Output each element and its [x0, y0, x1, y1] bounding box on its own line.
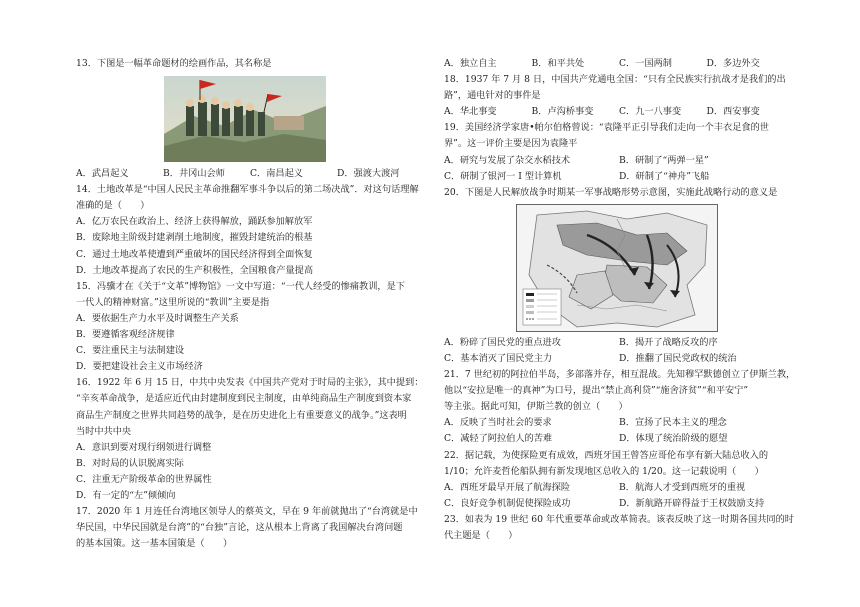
q16-stem-line: 当时中共中央 — [76, 425, 132, 437]
q13-option-a[interactable]: A．武昌起义 — [76, 168, 129, 180]
q22-options-row — [444, 496, 794, 512]
q20-options-row — [444, 335, 794, 351]
q17-option-b[interactable]: B．和平共处 — [531, 58, 585, 69]
q22-stem-line: 22．据记载，为使探险更有成效，西班牙国王曾答应哥伦布享有新大陆总收入的 — [444, 449, 769, 461]
q19-stem-line: 界”。这一评价主要是因为袁隆平 — [444, 138, 578, 150]
q15-option-b[interactable]: B．要遵循客观经济规律 — [76, 329, 175, 341]
q23-stem-line: 23．如表为 19 世纪 60 年代重要革命或改革简表。该表反映了这一时期各国共同的时 — [444, 513, 794, 525]
right-column — [444, 56, 794, 544]
q19-options-row — [444, 153, 794, 169]
q20-stem: 20．下图是人民解放战争时期某一军事战略形势示意图，实施此战略行动的意义是 — [444, 186, 778, 198]
q19-option-d[interactable]: D．研制了“神舟”飞船 — [619, 170, 710, 182]
q20-option-d[interactable]: D．推翻了国民党政权的统治 — [619, 352, 737, 364]
q15-option-a[interactable]: A．要依据生产力水平及时调整生产关系 — [76, 312, 239, 324]
q13-options — [76, 166, 424, 182]
q16-stem-line: “辛亥革命战争，是适应近代由封建制度到民主制度，由单纯商品生产制度到资本家 — [76, 393, 412, 405]
q13-option-c[interactable]: C．南昌起义 — [250, 168, 303, 180]
q20-option-a[interactable]: A．粉碎了国民党的重点进攻 — [444, 336, 561, 348]
q17-stem-line: 17．2020 年 1 月连任台湾地区领导人的蔡英文，早在 9 年前就抛出了“台湾就是中 — [76, 506, 418, 518]
q22-options-row — [444, 480, 794, 496]
q18-stem-line: 18．1937 年 7 月 8 日，中国共产党通电全国：“只有全民族实行抗战才是我们的出 — [444, 74, 786, 86]
q19-stem-line: 19．美国经济学家唐•帕尔伯格曾说：“袁隆平正引导我们走向一个丰衣足食的世 — [444, 122, 769, 134]
q13-stem: 13．下图是一幅革命题材的绘画作品，其名称是 — [76, 58, 272, 69]
q22-option-d[interactable]: D．新航路开辟得益于王权鼓励支持 — [619, 497, 765, 509]
q15-option-c[interactable]: C．要注重民主与法制建设 — [76, 345, 185, 357]
q21-stem-line: 等主张。据此可知，伊斯兰教的创立（ ） — [444, 401, 628, 413]
q17-option-c[interactable]: C．一国两制 — [619, 58, 672, 69]
q17-stem-line: 华民国，中华民国就是台湾”的“台独”言论，这从根本上背离了我国解决台湾问题 — [76, 522, 403, 534]
q18-option-b[interactable]: B．卢沟桥事变 — [531, 106, 594, 118]
q20-option-c[interactable]: C．基本消灭了国民党主力 — [444, 352, 553, 364]
q14-option-a[interactable]: A．亿万农民在政治上、经济上获得解放，踊跃参加解放军 — [76, 216, 313, 228]
q17-stem-line: 的基本国策。这一基本国策是（ ） — [76, 538, 233, 550]
q20-options-row — [444, 351, 794, 367]
q22-option-c[interactable]: C．良好竞争机制促使探险成功 — [444, 497, 571, 509]
q17-option-a[interactable]: A．独立自主 — [444, 58, 497, 69]
q21-option-d[interactable]: D．体现了统治阶级的愿望 — [619, 433, 728, 445]
q13-painting-image — [164, 76, 326, 162]
q17-options — [444, 56, 794, 72]
q13-option-d[interactable]: D．强渡大渡河 — [337, 168, 400, 180]
q16-stem-line: 商品生产制度之世界共同趋势的战争，是在历史进化上有重要意义的战争。”这表明 — [76, 409, 407, 421]
q20-option-b[interactable]: B．揭开了战略反攻的序 — [619, 336, 718, 348]
q16-option-a[interactable]: A．意识到要对现行纲领进行调整 — [76, 441, 212, 453]
q23-stem-line: 代主题是（ ） — [444, 529, 518, 541]
left-column — [76, 56, 424, 552]
q17-option-d[interactable]: D．多边外交 — [706, 58, 760, 69]
q19-option-a[interactable]: A．研究与发展了杂交水稻技术 — [444, 154, 571, 166]
map-icon — [517, 205, 717, 331]
q21-option-b[interactable]: B．宣扬了民本主义的理念 — [619, 417, 727, 429]
q14-stem-line: 14．土地改革是“中国人民民主革命推翻军事斗争以后的第二场决战”．对这句话理解 — [76, 184, 419, 196]
q21-stem-line: 21．7 世纪初的阿拉伯半岛，多部落并存，相互混战。先知穆罕默德创立了伊斯兰教， — [444, 369, 796, 381]
q21-option-c[interactable]: C．减轻了阿拉伯人的苦难 — [444, 433, 553, 445]
q19-option-b[interactable]: B．研制了“两弹一星” — [619, 154, 709, 166]
q16-stem-line: 16．1922 年 6 月 15 日，中共中央发表《中国共产党对于时局的主张》，其中提到： — [76, 377, 424, 389]
q21-options-row — [444, 431, 794, 447]
q15-option-d[interactable]: D．要把建设社会主义市场经济 — [76, 361, 203, 373]
q22-option-a[interactable]: A．西班牙最早开展了航海探险 — [444, 481, 571, 493]
q21-options-row — [444, 415, 794, 431]
q15-stem-line: 一代人的精神财富。”这里所说的“教训”主要是指 — [76, 296, 270, 308]
q18-option-d[interactable]: D．西安事变 — [706, 106, 760, 118]
q18-options — [444, 104, 794, 120]
q21-option-a[interactable]: A．反映了当时社会的要求 — [444, 417, 552, 429]
q19-option-c[interactable]: C．研制了银河一 I 型计算机 — [444, 170, 562, 182]
q14-option-c[interactable]: C．通过土地改革使遭到严重破坏的国民经济得到全面恢复 — [76, 248, 313, 260]
q16-option-d[interactable]: D．有一定的“左”倾倾向 — [76, 489, 176, 501]
q21-stem-line: 他以“安拉是唯一的真神”为口号，提出“禁止高利贷”“施舍济贫”“和平安宁” — [444, 385, 749, 397]
q15-stem-line: 15．冯骥才在《关于“文革”博物馆》一文中写道：“一代人经受的惨痛教训，是下 — [76, 280, 405, 292]
q18-option-c[interactable]: C．九一八事变 — [619, 106, 682, 118]
q22-option-b[interactable]: B．航海人才受到西班牙的重视 — [619, 481, 746, 493]
q16-option-b[interactable]: B．对时局的认识脱离实际 — [76, 457, 184, 469]
q16-option-c[interactable]: C．注重无产阶级革命的世界属性 — [76, 473, 212, 485]
q14-option-d[interactable]: D．土地改革提高了农民的生产积极性，全国粮食产量提高 — [76, 264, 314, 276]
q13-option-b[interactable]: B．井冈山会师 — [163, 168, 225, 180]
q14-stem-line: 准确的是（ ） — [76, 200, 150, 212]
q18-stem-line: 路”，通电针对的事件是 — [444, 90, 541, 102]
q18-option-a[interactable]: A．华北事变 — [444, 106, 497, 118]
q14-option-b[interactable]: B．废除地主阶级封建剥削土地制度，摧毁封建统治的根基 — [76, 232, 313, 244]
painting-icon — [164, 76, 326, 162]
q19-options-row — [444, 169, 794, 185]
q20-map-image — [516, 204, 718, 332]
q22-stem-line: 1/10；允许麦哲伦船队拥有新发现地区总收入的 1/20。这一记载说明（ ） — [444, 465, 764, 477]
